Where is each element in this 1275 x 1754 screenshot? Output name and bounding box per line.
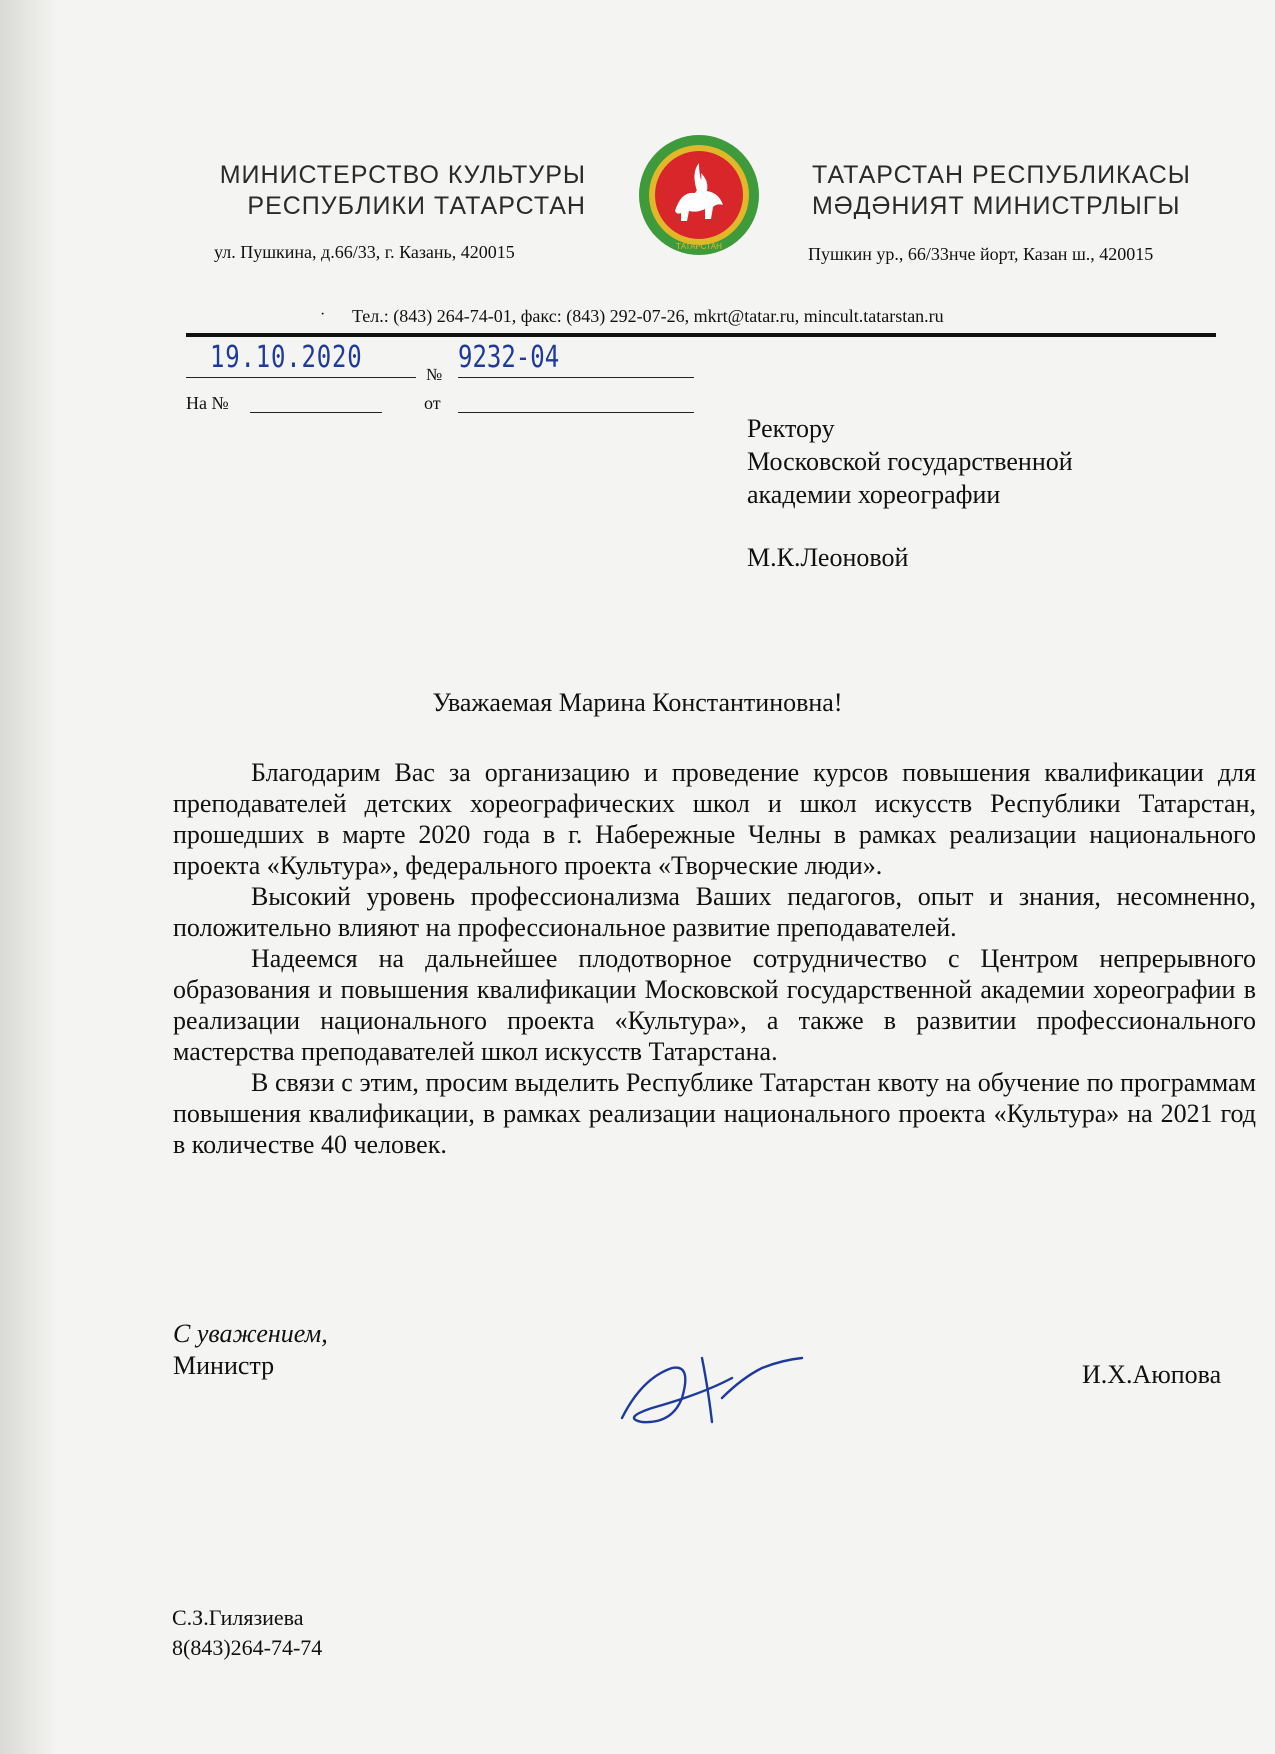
executor-block bbox=[172, 1603, 322, 1663]
ministry-name-ru-line2: РЕСПУБЛИКИ ТАТАРСТАН bbox=[247, 192, 586, 220]
signer-position: Министр bbox=[173, 1351, 275, 1380]
number-underline bbox=[458, 377, 694, 378]
executor-name: С.З.Гилязиева bbox=[172, 1605, 304, 1630]
date-underline bbox=[186, 377, 416, 378]
addressee-name: М.К.Леоновой bbox=[747, 543, 909, 572]
address-tt: Пушкин ур., 66/33нче йорт, Казан ш., 420015 bbox=[808, 244, 1154, 264]
paragraph: В связи с этим, просим выделить Республике Татарстан квоту на обучение по программам повышения квалификации, в рамках реализации национального проекта «Культура» на 2021 год в количестве 40 человек. bbox=[173, 1068, 1256, 1159]
number-label: № bbox=[426, 365, 443, 384]
ministry-name-ru-line1: МИНИСТЕРСТВО КУЛЬТУРЫ bbox=[219, 161, 586, 189]
handwritten-signature bbox=[612, 1338, 812, 1438]
addressee-line3: академии хореографии bbox=[747, 480, 1001, 509]
ministry-name-tt-line2: МӘДӘНИЯТ МИНИСТРЛЫГЫ bbox=[812, 192, 1181, 220]
reference-date-label: от bbox=[424, 393, 441, 413]
contacts-line: Тел.: (843) 264-74-01, факс: (843) 292-07-26, mkrt@tatar.ru, mincult.tatarstan.ru bbox=[352, 306, 944, 326]
header-rule bbox=[186, 333, 1216, 337]
executor-phone: 8(843)264-74-74 bbox=[172, 1635, 323, 1660]
paragraph: Высокий уровень профессионализма Ваших педагогов, опыт и знания, несомненно, положительно влияют на профессиональное развитие преподавателей. bbox=[173, 882, 1256, 942]
signer-name: И.Х.Аюпова bbox=[1082, 1360, 1222, 1389]
letter-body bbox=[173, 757, 1256, 1160]
ministry-name-tt-line1: ТАТАРСТАН РЕСПУБЛИКАСЫ bbox=[812, 161, 1191, 189]
ministry-name-tt bbox=[812, 160, 1232, 222]
regards-text: С уважением, bbox=[173, 1319, 328, 1348]
contacts-bullet: · bbox=[320, 306, 326, 323]
reference-number-underline bbox=[250, 412, 382, 413]
address-ru: ул. Пушкина, д.66/33, г. Казань, 420015 bbox=[214, 242, 515, 262]
addressee-line1: Ректору bbox=[747, 414, 835, 443]
emblem-text: ТАТАРСТАН bbox=[676, 242, 722, 251]
addressee-line2: Московской государственной bbox=[747, 447, 1073, 476]
paragraph: Благодарим Вас за организацию и проведение курсов повышения квалификации для преподавателей детских хореографических школ и школ искусств Республики Татарстан, прошедших в марте 2020 года в г. Набережные Челны в рамках реализации национального проекта «Культура», федерального проекта «Творческие люди». bbox=[173, 758, 1256, 880]
reference-date-underline bbox=[458, 412, 694, 413]
registration-date: 19.10.2020 bbox=[210, 340, 363, 375]
paragraph: Надеемся на дальнейшее плодотворное сотрудничество с Центром непрерывного образования и повышения квалификации Московской государственной академии хореографии в реализации национального проекта «Культура», а также в развитии профессионального мастерства преподавателей школ искусств Татарстана. bbox=[173, 944, 1256, 1066]
tatarstan-emblem-icon bbox=[637, 133, 761, 257]
ministry-name-ru bbox=[196, 160, 586, 222]
registration-number: 9232-04 bbox=[458, 340, 560, 375]
reference-number-label: На № bbox=[186, 393, 229, 413]
addressee-block bbox=[747, 412, 1073, 574]
closing-block bbox=[173, 1318, 328, 1382]
salutation: Уважаемая Марина Константиновна! bbox=[432, 688, 843, 717]
scan-edge-shadow bbox=[0, 0, 58, 1754]
